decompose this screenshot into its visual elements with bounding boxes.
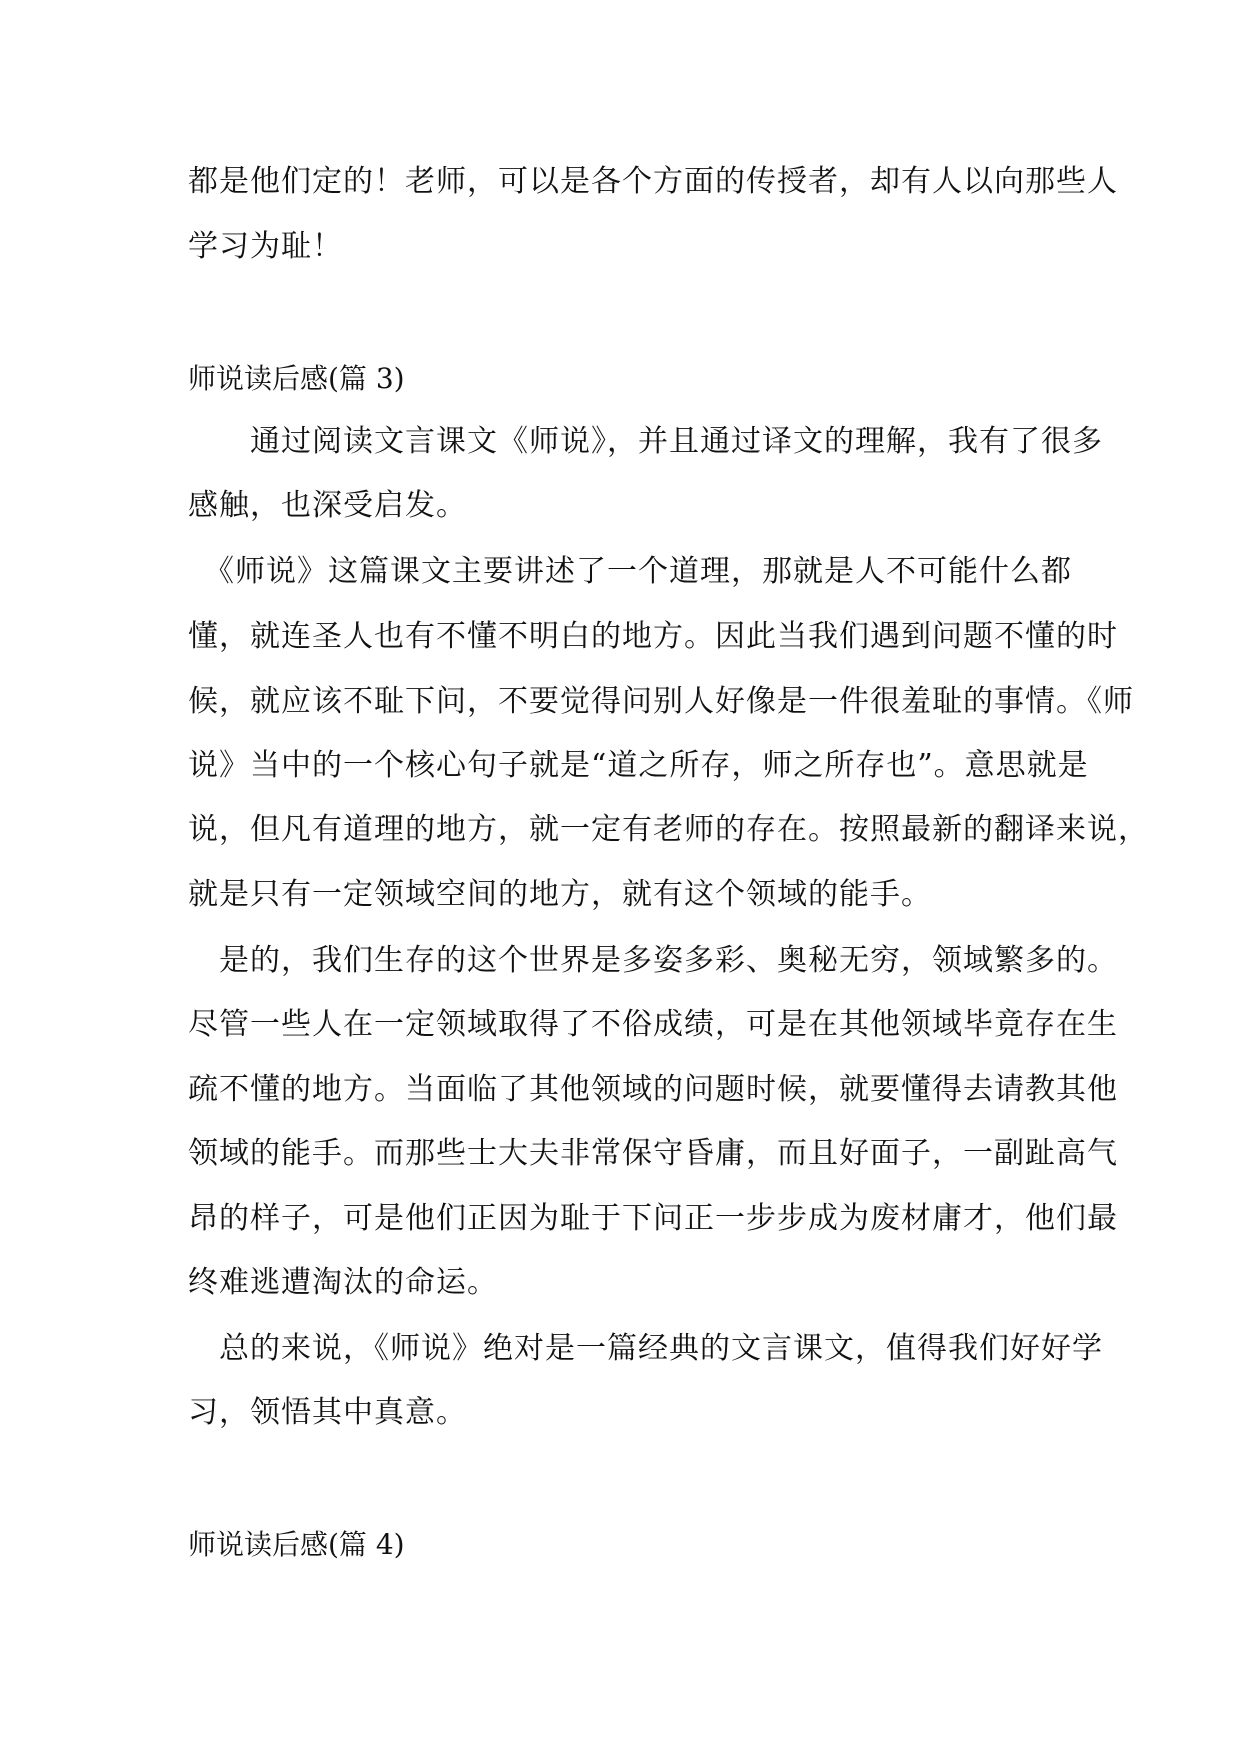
text-line: 昂的样子，可是他们正因为耻于下问正一步步成为废材庸才，他们最: [188, 1201, 1118, 1236]
text-line: 《师说》这篇课文主要讲述了一个道理，那就是人不可能什么都: [188, 554, 1072, 589]
text-line: 学习为耻！: [188, 229, 343, 264]
section-heading: 师说读后感(篇 4): [188, 1528, 405, 1561]
text-line: 通过阅读文言课文《师说》，并且通过译文的理解，我有了很多: [188, 424, 1103, 459]
text-line: 说》当中的一个核心句子就是“道之所存，师之所存也”。意思就是: [188, 748, 1089, 783]
text-line: 候，就应该不耻下问，不要觉得问别人好像是一件很羞耻的事情。《师: [188, 684, 1134, 719]
text-line: 习，领悟其中真意。: [188, 1395, 467, 1430]
section-heading: 师说读后感(篇 3): [188, 362, 405, 395]
text-line: 领域的能手。而那些士大夫非常保守昏庸，而且好面子，一副趾高气: [188, 1136, 1118, 1171]
text-line: 就是只有一定领域空间的地方，就有这个领域的能手。: [188, 877, 932, 912]
text-line: 感触，也深受启发。: [188, 488, 467, 523]
text-line: 说，但凡有道理的地方，就一定有老师的存在。按照最新的翻译来说，: [188, 812, 1149, 847]
text-line: 总的来说，《师说》绝对是一篇经典的文言课文，值得我们好好学: [188, 1331, 1103, 1366]
text-line: 都是他们定的！老师，可以是各个方面的传授者，却有人以向那些人: [188, 164, 1118, 199]
text-line: 是的，我们生存的这个世界是多姿多彩、奥秘无穷，领域繁多的。: [188, 943, 1118, 978]
text-line: 尽管一些人在一定领域取得了不俗成绩，可是在其他领域毕竟存在生: [188, 1007, 1118, 1042]
text-line: 懂，就连圣人也有不懂不明白的地方。因此当我们遇到问题不懂的时: [188, 619, 1118, 654]
text-line: 疏不懂的地方。当面临了其他领域的问题时候，就要懂得去请教其他: [188, 1072, 1118, 1107]
text-line: 终难逃遭淘汰的命运。: [188, 1265, 498, 1300]
